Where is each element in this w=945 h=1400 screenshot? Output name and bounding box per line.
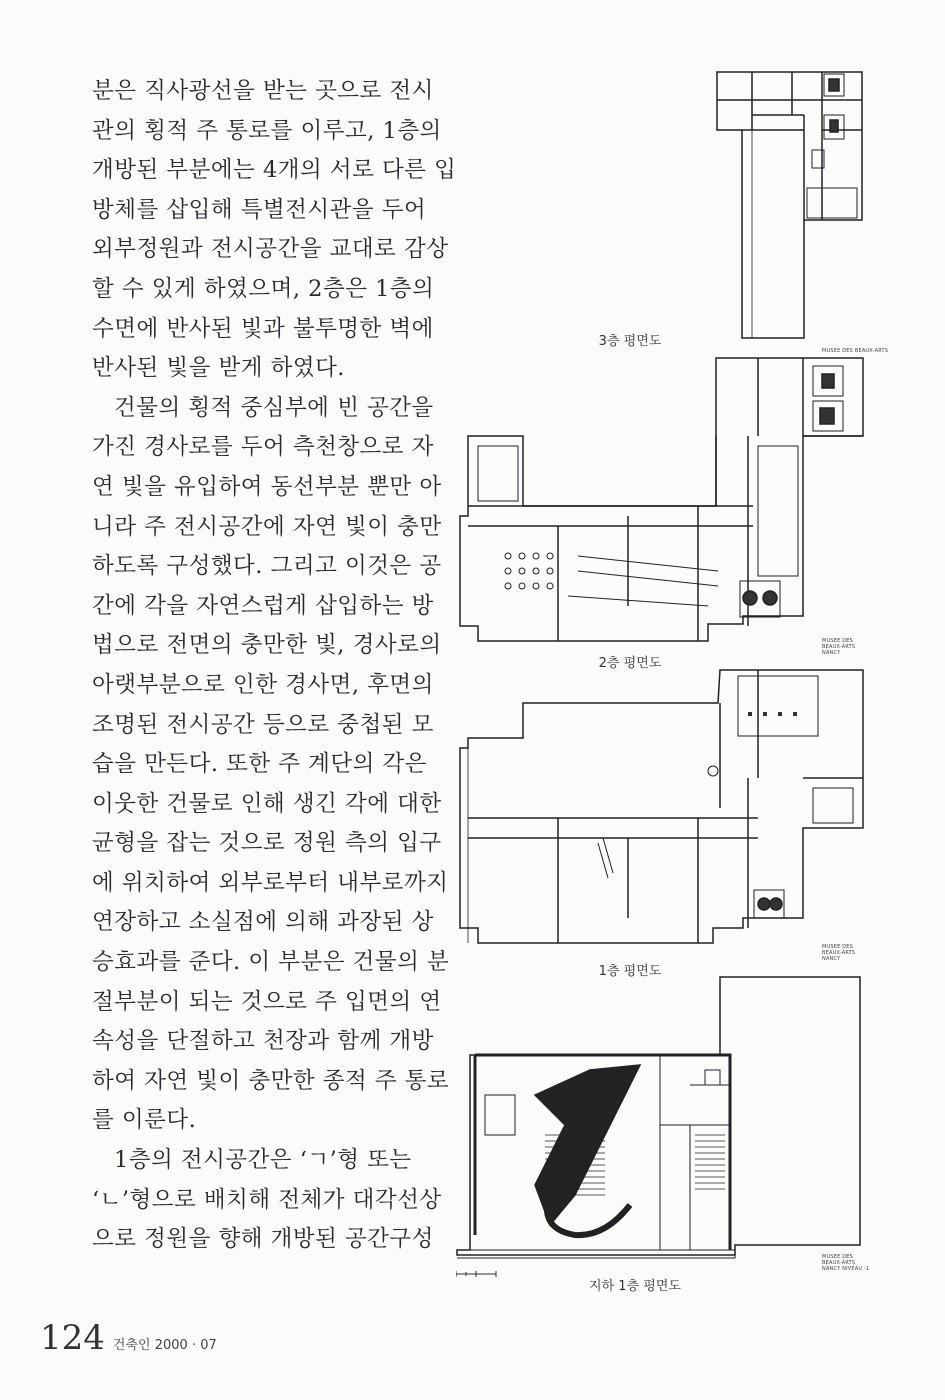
third-floor-plan: [712, 70, 872, 340]
text-line: 관의 횡적 주 통로를 이루고, 1층의: [92, 117, 442, 144]
first-floor-plan: [458, 668, 873, 958]
basement-plan: [455, 975, 870, 1275]
first-floor-label: MUSEE DES BEAUX-ARTS NANCY: [822, 944, 856, 962]
text-line: 가진 경사로를 두어 측천창으로 자: [92, 434, 434, 461]
text-line: 니라 주 전시공간에 자연 빛이 충만: [92, 513, 442, 540]
basement-caption: 지하 1층 평면도: [589, 1279, 681, 1294]
text-line: 연 빛을 유입하여 동선부분 뿐만 아: [92, 473, 442, 500]
text-line: 반사된 빛을 받게 하였다.: [92, 355, 345, 382]
text-line: 방체를 삽입해 특별전시관을 두어: [92, 196, 427, 223]
magazine-issue: 건축인 2000 · 07: [112, 1338, 217, 1353]
text-line: 이웃한 건물로 인해 생긴 각에 대한: [92, 790, 442, 817]
first-floor-caption: 1층 평면도: [598, 964, 662, 979]
text-line: 절부분이 되는 것으로 주 입면의 연: [92, 988, 442, 1015]
text-line: 법으로 전면의 충만한 빛, 경사로의: [92, 632, 442, 659]
text-line: 하여 자연 빛이 충만한 종적 주 통로: [92, 1067, 450, 1094]
text-line: 속성을 단절하고 천장과 함께 개방: [92, 1028, 434, 1055]
text-line: 습을 만든다. 또한 주 계단의 각은: [92, 751, 427, 778]
scale-bar: [456, 1262, 516, 1268]
text-line: 외부정원과 전시공간을 교대로 감상: [92, 236, 449, 263]
text-line: 건물의 횡적 중심부에 빈 공간을: [114, 394, 434, 421]
body-text-column: [92, 72, 457, 1260]
text-line: 수면에 반사된 빛과 불투명한 벽에: [92, 315, 434, 342]
third-floor-caption: 3층 평면도: [598, 334, 662, 349]
text-line: 연장하고 소실점에 의해 과장된 상: [92, 909, 434, 936]
text-line: 승효과를 준다. 이 부분은 건물의 분: [92, 949, 450, 976]
text-line: 아랫부분으로 인한 경사면, 후면의: [92, 671, 434, 698]
text-line: 균형을 잡는 것으로 정원 측의 입구: [92, 830, 442, 857]
second-floor-caption: 2층 평면도: [598, 656, 662, 671]
text-line: 1층의 전시공간은 ‘ㄱ’형 또는: [114, 1147, 412, 1174]
text-line: 에 위치하여 외부로부터 내부로까지: [92, 869, 449, 896]
second-floor-label: MUSEE DES BEAUX-ARTS NANCY: [822, 638, 856, 656]
text-line: 개방된 부분에는 4개의 서로 다른 입: [92, 157, 457, 184]
basement-label: MUSEE DES BEAUX-ARTS NANCY NIVEAU -1: [822, 1254, 870, 1272]
text-line: 하도록 구성했다. 그리고 이것은 공: [92, 553, 442, 580]
page-number: 124: [40, 1318, 105, 1358]
text-line: 조명된 전시공간 등으로 중첩된 모: [92, 711, 434, 738]
text-line: 으로 정원을 향해 개방된 공간구성: [92, 1226, 434, 1253]
third-floor-label: MUSEE DES BEAUX-ARTS: [822, 348, 889, 354]
text-line: 를 이룬다.: [92, 1107, 197, 1134]
text-line: 간에 각을 자연스럽게 삽입하는 방: [92, 592, 434, 619]
text-line: ‘ㄴ’형으로 배치해 전체가 대각선상: [92, 1186, 442, 1213]
text-line: 분은 직사광선을 받는 곳으로 전시: [92, 78, 434, 104]
page-footer: [40, 1318, 217, 1358]
second-floor-plan: [458, 356, 873, 646]
text-line: 할 수 있게 하였으며, 2층은 1층의: [92, 275, 435, 302]
